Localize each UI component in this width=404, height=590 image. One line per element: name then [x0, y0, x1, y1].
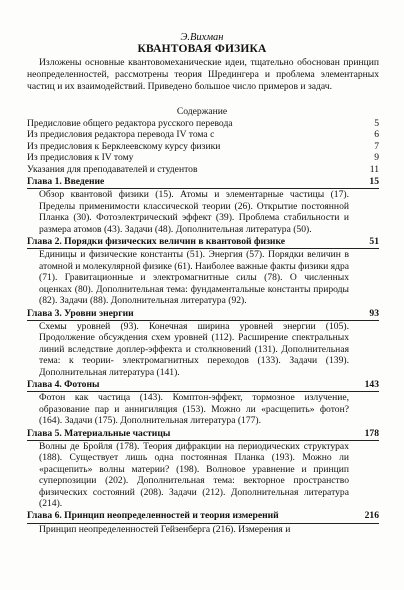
toc-page-number: 143 — [364, 378, 379, 390]
book-title: КВАНТОВАЯ ФИЗИКА — [137, 43, 267, 55]
toc-chapter-row — [27, 308, 379, 321]
toc-page-number: 9 — [374, 152, 379, 164]
toc-chapter-title: Глава 2. Порядки физических величин в квантовой физике — [27, 236, 286, 248]
toc-page-number: 93 — [369, 307, 379, 319]
toc-page-number: 216 — [364, 510, 379, 522]
toc-preface-title: Из предисловия к IV тому — [27, 152, 134, 164]
toc-chapter-contents: Фотон как частица (143). Комптон-эффект, тормозное излучение, образование пар и аннигиляция (153). Можно ли «расщепить» фотон? (164). Задачи (175). Дополнительная литература (177). — [39, 392, 349, 427]
toc-page-number: 11 — [369, 163, 379, 175]
toc-page-number: 178 — [364, 427, 379, 439]
toc-page-number: 15 — [369, 176, 379, 188]
toc-chapter-contents: Обзор квантовой физики (15). Атомы и элементарные частицы (17). Пределы применимости классической теории (26). Открытие постоянной Планка (30). Фотоэлектрический эффект (39). Проблема стабильности и размера атомов (43). Задачи (48). Дополнительная литература (50). — [39, 189, 349, 235]
toc-chapter-title: Глава 5. Материальные частицы — [27, 427, 171, 439]
toc-chapter-row — [27, 510, 379, 523]
toc-preface-title: Из предисловия редактора перевода IV тома с — [27, 129, 215, 141]
toc-page-number: 51 — [369, 236, 379, 248]
toc-page-number: 7 — [374, 140, 379, 152]
toc-chapter-contents: Схемы уровней (93). Конечная ширина уровней энергии (105). Продолжение обсуждения схем уровней (112). Расширение спектральных линий вследствие доплер-эффекта и столкновений (131). Дополнительная тема: к теории- электромагнитных переходов (133). Задачи (139). Дополнительная литература (141). — [39, 320, 349, 378]
toc-preface-title: Предисловие общего редактора русского перевода — [27, 118, 233, 129]
toc-preface-row — [27, 129, 379, 140]
toc-preface-title: Из предисловия к Берклеевскому курсу физики — [27, 140, 221, 152]
toc-preface-row — [27, 152, 379, 163]
toc-chapter-contents: Единицы и физические константы (51). Энергия (57). Порядки величин в атомной и молекулярной физике (61). Наиболее важные факты физики ядра (71). Гравитационные и электромагнитные силы (78). О численных оценках (80). Дополнительная тема: фундаментальные константы природы (82). Задачи (88). Дополнительная литература (92). — [39, 249, 350, 307]
toc-chapter-row — [27, 379, 379, 392]
toc-preface-row — [27, 141, 379, 152]
toc-preface-title: Указания для преподавателей и студентов — [27, 163, 198, 175]
toc-chapter-title: Глава 4. Фотоны — [27, 378, 100, 390]
toc-preface-row — [27, 164, 379, 175]
toc-chapter-title: Глава 6. Принцип неопределенностей и теория измерений — [27, 510, 279, 522]
toc-chapter-row — [27, 176, 379, 189]
abstract-text: Изложены основные квантовомеханические идеи, тщательно обоснован принцип неопределенностей, рассмотрены теория Шредингера и проблема элементарных частиц и их взаимодействий. Приведено большое число примеров и задач. — [27, 57, 379, 93]
toc-chapter-title: Глава 3. Уровни энергии — [27, 307, 134, 319]
toc-preface-row — [27, 118, 379, 129]
toc-chapter-row — [27, 236, 379, 249]
toc-page-number: 6 — [374, 129, 379, 141]
toc-chapter-row — [27, 428, 379, 441]
toc-chapter-contents: Волны де Бройля (178). Теория дифракции на периодических структурах (188). Существует лишь одна постоянная Планка (193). Можно ли «расщепить» волны материи? (198). Волновое уравнение и принцип суперпозиции (202). Дополнительная тема: векторное пространство физических состояний (208). Задачи (212). Дополнительная литература (214). — [39, 440, 349, 509]
author-name: Э.Вихман — [180, 32, 224, 43]
toc-chapter-title: Глава 1. Введение — [27, 176, 105, 188]
toc-page-number: 5 — [374, 118, 379, 129]
table-of-contents — [27, 118, 379, 535]
toc-heading: Содержание — [176, 106, 228, 117]
toc-chapter-contents: Принцип неопределенностей Гейзенберга (216). Измерения и — [39, 523, 291, 535]
